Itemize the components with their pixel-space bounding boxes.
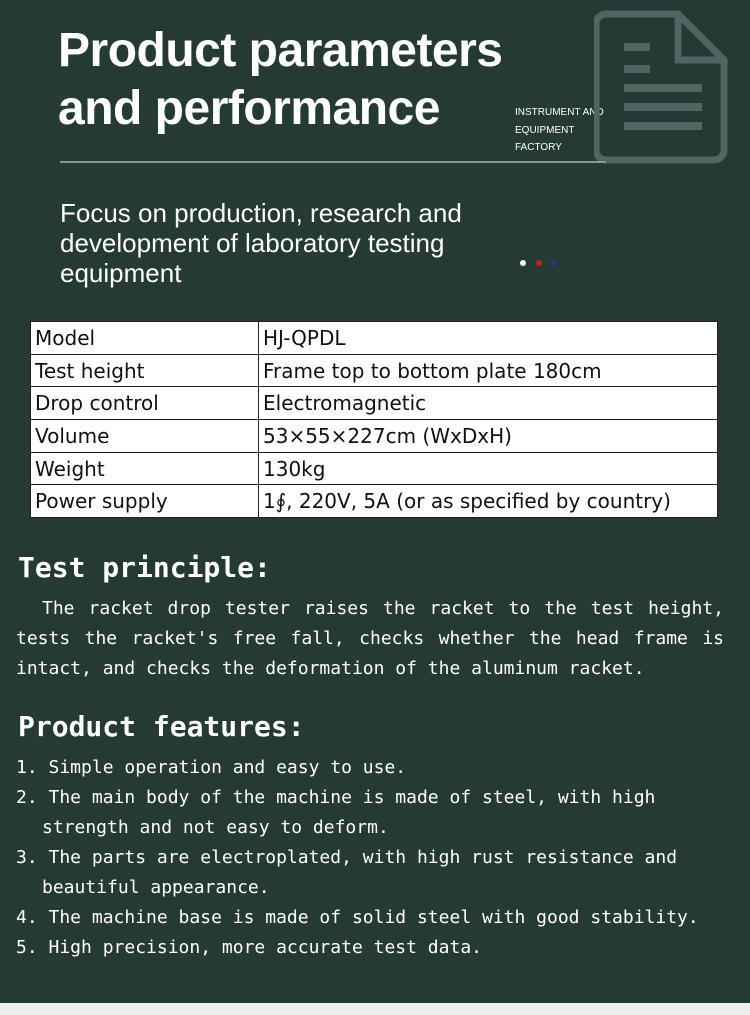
table-row (31, 387, 718, 420)
test-principle-text: The racket drop tester raises the racket to the test height, tests the racket's free fall, checks whether the head frame is intact, and checks the deformation of the aluminum racket. (16, 598, 724, 679)
spec-value: Frame top to bottom plate 180cm (259, 354, 718, 387)
spec-label: Weight (31, 452, 259, 485)
spec-label: Power supply (31, 485, 259, 518)
spec-table (30, 321, 718, 518)
table-row (31, 485, 718, 518)
spec-label: Drop control (31, 387, 259, 420)
title-line-1: Product parameters (58, 24, 503, 77)
list-item: 2. The main body of the machine is made of steel, with high strength and not easy to deform. (16, 787, 656, 838)
spec-label: Model (31, 322, 259, 355)
list-item: 1. Simple operation and easy to use. (16, 757, 407, 778)
spec-value: 1∮, 220V, 5A (or as specified by country) (259, 485, 718, 518)
test-principle-heading: Test principle: (18, 551, 271, 584)
spec-value: HJ-QPDL (259, 322, 718, 355)
table-row (31, 354, 718, 387)
table-row (31, 452, 718, 485)
title-line-2: and performance (58, 82, 440, 135)
page-title (58, 22, 518, 138)
page-subtitle: Focus on production, research and development of laboratory testing equipment (60, 198, 462, 288)
list-item: 5. High precision, more accurate test data. (16, 937, 482, 958)
features-list (16, 753, 724, 963)
table-row (31, 420, 718, 453)
tagline-line-1: INSTRUMENT AND (515, 107, 604, 118)
spec-value: Electromagnetic (259, 387, 718, 420)
document-icon (594, 10, 730, 164)
dot-blue (550, 260, 556, 266)
tagline-line-3: FACTORY (515, 142, 562, 153)
spec-label: Test height (31, 354, 259, 387)
dot-red (536, 260, 542, 266)
decorative-dots (520, 260, 560, 268)
spec-label: Volume (31, 420, 259, 453)
spec-value: 53×55×227cm (WxDxH) (259, 420, 718, 453)
dot-white (520, 260, 526, 266)
spec-value: 130kg (259, 452, 718, 485)
list-item: 4. The machine base is made of solid steel with good stability. (16, 907, 699, 928)
table-row (31, 322, 718, 355)
tagline-line-2: EQUIPMENT (515, 124, 575, 136)
product-features-heading: Product features: (18, 710, 305, 743)
header-divider (60, 161, 606, 163)
list-item: 3. The parts are electroplated, with high rust resistance and beautiful appearance. (16, 847, 678, 898)
bottom-edge-strip (0, 1003, 750, 1015)
